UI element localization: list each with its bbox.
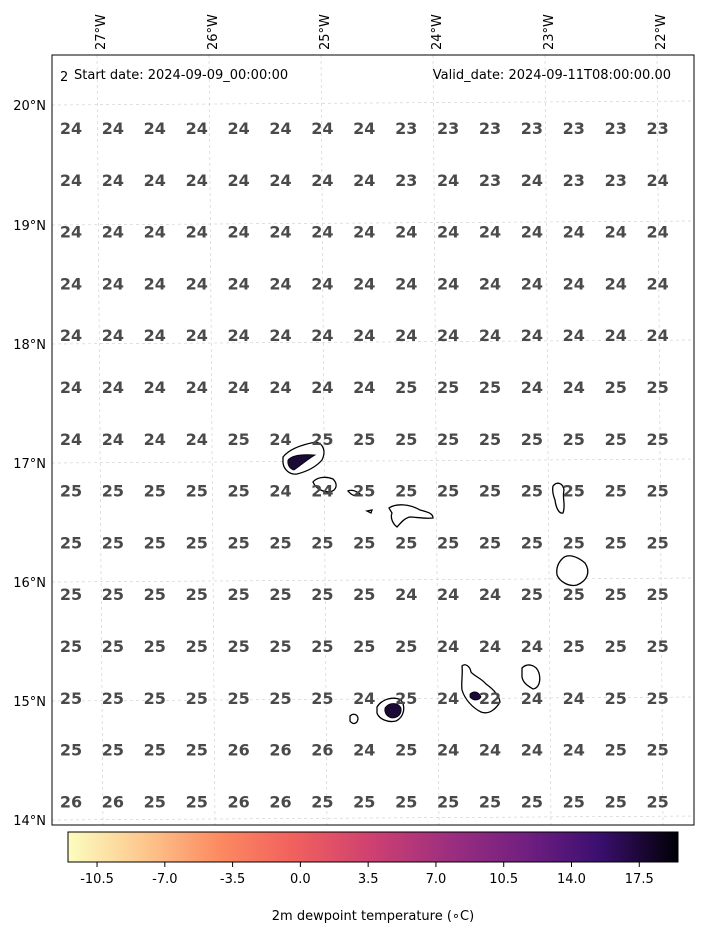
grid-value: 24 (353, 222, 376, 242)
grid-value: 24 (101, 222, 125, 242)
colorbar-tick-label: -10.5 (80, 872, 114, 887)
grid-value: 23 (436, 119, 460, 138)
grid-value: 24 (646, 170, 669, 190)
longitude-label: 23°W (542, 14, 557, 50)
grid-value: 24 (311, 222, 334, 242)
lat-gridline (52, 459, 694, 463)
colorbar-tick-label: -3.5 (219, 872, 246, 887)
grid-value: 24 (562, 326, 585, 346)
grid-value: 24 (143, 378, 166, 397)
grid-value: 25 (478, 792, 502, 812)
grid-value: 26 (269, 740, 292, 760)
grid-value: 25 (311, 792, 334, 812)
grid-value: 25 (604, 585, 627, 605)
grid-value: 24 (143, 119, 166, 138)
corner-text: 2 (60, 70, 69, 85)
latitude-label: 20°N (13, 99, 46, 114)
grid-value: 25 (395, 481, 418, 501)
grid-value: 25 (436, 533, 460, 553)
grid-value: 24 (520, 688, 544, 708)
grid-value: 25 (520, 585, 544, 605)
colorbar-gradient (68, 832, 678, 862)
longitude-label: 24°W (430, 14, 445, 50)
grid-value: 25 (395, 429, 418, 449)
grid-value: 24 (269, 378, 292, 397)
island-maio (522, 665, 540, 689)
grid-value: 24 (478, 585, 502, 605)
grid-value: 23 (562, 119, 585, 138)
grid-value: 25 (269, 533, 292, 553)
grid-value: 24 (395, 585, 418, 605)
grid-value: 24 (143, 274, 166, 294)
grid-value: 24 (646, 274, 669, 294)
grid-value: 25 (311, 429, 334, 449)
grid-value: 22 (478, 688, 502, 708)
grid-value: 25 (59, 688, 83, 708)
grid-value: 24 (436, 274, 460, 294)
grid-value: 25 (269, 688, 292, 708)
grid-value: 25 (185, 585, 208, 605)
grid-value: 24 (646, 326, 669, 346)
grid-value: 24 (520, 326, 544, 346)
island-brava (350, 714, 358, 723)
grid-value: 24 (520, 637, 544, 656)
longitude-label: 22°W (654, 14, 669, 50)
grid-value: 25 (101, 637, 125, 656)
grid-value: 24 (101, 274, 125, 294)
grid-value: 24 (478, 222, 502, 242)
grid-value: 24 (59, 326, 83, 346)
grid-value: 25 (562, 481, 585, 501)
grid-value: 25 (311, 533, 334, 553)
grid-value: 23 (562, 170, 585, 190)
grid-value: 25 (604, 533, 627, 553)
lat-gridline (52, 101, 694, 105)
grid-value: 25 (646, 481, 669, 501)
grid-value: 24 (227, 170, 250, 190)
grid-value: 25 (185, 792, 208, 812)
grid-value: 26 (101, 792, 125, 812)
island-boa-vista (557, 556, 588, 586)
latitude-label: 17°N (13, 457, 46, 472)
grid-value: 24 (311, 274, 334, 294)
grid-value: 24 (562, 222, 585, 242)
grid-value: 24 (520, 740, 544, 760)
grid-value: 25 (604, 429, 627, 449)
grid-value: 25 (143, 533, 166, 553)
grid-value: 25 (353, 792, 376, 812)
grid-value: 24 (604, 222, 627, 242)
grid-value: 24 (59, 378, 83, 397)
grid-value: 25 (227, 688, 250, 708)
grid-value: 24 (562, 274, 585, 294)
grid-value: 25 (646, 637, 669, 656)
grid-value: 25 (353, 481, 376, 501)
grid-value: 25 (478, 378, 502, 397)
grid-value: 24 (185, 326, 208, 346)
grid-value: 24 (185, 119, 208, 138)
grid-value: 25 (395, 533, 418, 553)
grid-value: 25 (185, 533, 208, 553)
grid-value: 24 (478, 740, 502, 760)
colorbar-ticks (80, 862, 654, 887)
grid-value: 24 (185, 274, 208, 294)
grid-value: 24 (311, 326, 334, 346)
grid-value: 25 (353, 533, 376, 553)
grid-value: 25 (395, 378, 418, 397)
grid-value: 24 (520, 378, 544, 397)
grid-value: 25 (520, 792, 544, 812)
grid-value: 23 (520, 119, 544, 138)
grid-value: 24 (478, 637, 502, 656)
grid-value: 25 (185, 637, 208, 656)
colorbar-tick-label: 0.0 (290, 872, 311, 887)
grid-value: 24 (185, 170, 208, 190)
grid-value: 25 (604, 792, 627, 812)
grid-value: 25 (562, 792, 585, 812)
grid-value: 25 (604, 637, 627, 656)
grid-value: 25 (59, 637, 83, 656)
grid-value: 25 (520, 429, 544, 449)
grid-value: 24 (436, 637, 460, 656)
grid-value: 24 (436, 740, 460, 760)
grid-value: 24 (436, 326, 460, 346)
grid-value: 24 (59, 170, 83, 190)
latitude-labels (13, 99, 46, 829)
grid-value: 24 (59, 274, 83, 294)
lat-gridline (52, 578, 694, 582)
grid-value: 25 (227, 585, 250, 605)
grid-value: 25 (353, 585, 376, 605)
grid-value: 24 (269, 274, 292, 294)
grid-value: 25 (478, 533, 502, 553)
grid-value: 25 (436, 429, 460, 449)
grid-value: 24 (311, 378, 334, 397)
grid-value: 24 (227, 274, 250, 294)
grid-value: 24 (604, 274, 627, 294)
grid-value: 25 (604, 378, 627, 397)
colorbar-tick-label: 3.5 (357, 872, 379, 887)
grid-value: 26 (311, 740, 334, 760)
longitude-labels (94, 14, 669, 50)
grid-value: 25 (646, 378, 669, 397)
grid-value: 24 (185, 378, 208, 397)
grid-value: 24 (185, 222, 208, 242)
latitude-label: 18°N (13, 338, 46, 353)
grid-value: 24 (185, 429, 208, 449)
grid-value: 24 (101, 378, 125, 397)
grid-value: 24 (269, 119, 292, 138)
grid-value: 25 (311, 585, 334, 605)
island-sao-nicolau (389, 505, 433, 527)
grid-value: 24 (143, 429, 166, 449)
latitude-label: 16°N (13, 576, 46, 591)
grid-value: 24 (269, 481, 292, 501)
grid-value: 24 (101, 326, 125, 346)
grid-value: 23 (395, 170, 418, 190)
longitude-label: 25°W (318, 14, 333, 50)
grid-value: 24 (395, 222, 418, 242)
grid-value: 25 (143, 637, 166, 656)
grid-value: 23 (478, 119, 502, 138)
grid-value: 25 (143, 481, 166, 501)
grid-value: 25 (101, 688, 125, 708)
grid-value: 24 (353, 378, 376, 397)
grid-value: 25 (143, 585, 166, 605)
grid-value: 24 (311, 170, 334, 190)
grid-value: 25 (101, 585, 125, 605)
grid-value: 25 (436, 792, 460, 812)
grid-value: 25 (353, 429, 376, 449)
grid-value: 25 (185, 740, 208, 760)
grid-value: 24 (59, 429, 83, 449)
grid-value: 26 (227, 792, 250, 812)
longitude-label: 27°W (94, 14, 109, 50)
grid-value: 24 (395, 274, 418, 294)
grid-value: 25 (562, 637, 585, 656)
grid-value: 24 (604, 326, 627, 346)
lon-gridline (209, 55, 215, 825)
grid-value: 25 (646, 792, 669, 812)
grid-value: 25 (478, 481, 502, 501)
grid-value: 25 (395, 688, 418, 708)
latitude-label: 19°N (13, 219, 46, 234)
grid-value: 25 (562, 533, 585, 553)
grid-value: 24 (143, 326, 166, 346)
grid-value: 25 (646, 533, 669, 553)
grid-value: 25 (520, 481, 544, 501)
grid-value: 25 (101, 740, 125, 760)
grid-value: 24 (353, 326, 376, 346)
grid-value: 25 (646, 688, 669, 708)
grid-value: 24 (353, 274, 376, 294)
colorbar-tick-label: -7.0 (152, 872, 178, 887)
colorbar-tick-label: 17.5 (624, 872, 654, 887)
colorbar-tick-label: 10.5 (489, 872, 519, 887)
grid-value: 25 (143, 688, 166, 708)
grid-value: 25 (59, 585, 83, 605)
colorbar (68, 832, 678, 924)
grid-value: 24 (143, 170, 166, 190)
longitude-label: 26°W (206, 14, 221, 50)
grid-value: 24 (59, 119, 83, 138)
grid-value: 25 (311, 637, 334, 656)
grid-value: 24 (269, 170, 292, 190)
grid-value: 24 (562, 378, 585, 397)
grid-value: 25 (59, 481, 83, 501)
grid-value: 24 (269, 429, 292, 449)
grid-value: 25 (143, 740, 166, 760)
grid-value: 24 (562, 688, 585, 708)
grid-value: 25 (478, 429, 502, 449)
grid-value: 24 (520, 274, 544, 294)
grid-value: 25 (227, 429, 250, 449)
grid-value: 24 (353, 688, 376, 708)
grid-value: 25 (520, 533, 544, 553)
grid-value: 26 (227, 740, 250, 760)
grid-value: 25 (269, 637, 292, 656)
grid-value: 24 (227, 326, 250, 346)
island-raso (367, 510, 372, 513)
grid-value: 25 (311, 688, 334, 708)
grid-value: 23 (604, 119, 627, 138)
grid-value: 24 (269, 326, 292, 346)
grid-value: 24 (311, 119, 334, 138)
grid-value: 25 (604, 481, 627, 501)
grid-value: 24 (436, 170, 460, 190)
grid-value: 25 (646, 585, 669, 605)
grid-value: 25 (562, 429, 585, 449)
grid-value: 25 (395, 637, 418, 656)
grid-value: 25 (101, 481, 125, 501)
grid-value: 24 (520, 170, 544, 190)
grid-values (60, 119, 669, 811)
grid-value: 23 (646, 119, 669, 138)
grid-value: 24 (143, 222, 166, 242)
colorbar-tick-label: 14.0 (557, 872, 586, 887)
grid-value: 24 (269, 222, 292, 242)
grid-value: 25 (59, 740, 83, 760)
grid-value: 25 (185, 481, 208, 501)
lon-gridline (545, 55, 551, 825)
grid-value: 25 (562, 585, 585, 605)
grid-value: 24 (227, 222, 250, 242)
grid-value: 25 (227, 481, 250, 501)
grid-value: 23 (478, 170, 502, 190)
grid-value: 24 (436, 585, 460, 605)
grid-value: 25 (646, 740, 669, 760)
grid-value: 25 (227, 533, 250, 553)
valid-date-label: Valid_date: 2024-09-11T08:00:00.00 (432, 68, 671, 83)
grid-value: 24 (353, 119, 376, 138)
grid-value: 25 (185, 688, 208, 708)
grid-value: 24 (520, 222, 544, 242)
grid-value: 25 (395, 792, 418, 812)
grid-value: 24 (436, 222, 460, 242)
grid-value: 25 (646, 429, 669, 449)
grid-value: 23 (604, 170, 627, 190)
grid-value: 24 (478, 274, 502, 294)
grid-value: 24 (353, 170, 376, 190)
grid-value: 25 (395, 740, 418, 760)
grid-value: 24 (227, 119, 250, 138)
grid-value: 24 (59, 222, 83, 242)
grid-value: 24 (646, 222, 669, 242)
grid-value: 24 (227, 378, 250, 397)
grid-value: 24 (436, 688, 460, 708)
colorbar-label: 2m dewpoint temperature (∘C) (271, 909, 475, 924)
grid-value: 25 (227, 637, 250, 656)
lat-gridline (52, 816, 694, 820)
grid-value: 24 (101, 170, 125, 190)
grid-value: 25 (604, 688, 627, 708)
grid-value: 25 (59, 533, 83, 553)
grid-value: 26 (59, 792, 83, 812)
grid-value: 24 (101, 429, 125, 449)
grid-value: 23 (395, 119, 418, 138)
grid-value: 25 (436, 481, 460, 501)
grid-value: 24 (562, 740, 585, 760)
latitude-label: 15°N (13, 695, 46, 710)
grid-value: 25 (604, 740, 627, 760)
grid-value: 25 (436, 378, 460, 397)
grid-value: 24 (395, 326, 418, 346)
grid-value: 24 (101, 119, 125, 138)
grid-value: 24 (353, 740, 376, 760)
grid-value: 26 (269, 792, 292, 812)
colorbar-tick-label: 7.0 (425, 872, 447, 887)
latitude-label: 14°N (13, 814, 46, 829)
grid-value: 25 (143, 792, 166, 812)
grid-value: 24 (311, 481, 334, 501)
start-date-label: Start date: 2024-09-09_00:00:00 (74, 68, 289, 83)
grid-value: 25 (353, 637, 376, 656)
grid-value: 25 (269, 585, 292, 605)
grid-value: 25 (101, 533, 125, 553)
grid-value: 24 (478, 326, 502, 346)
